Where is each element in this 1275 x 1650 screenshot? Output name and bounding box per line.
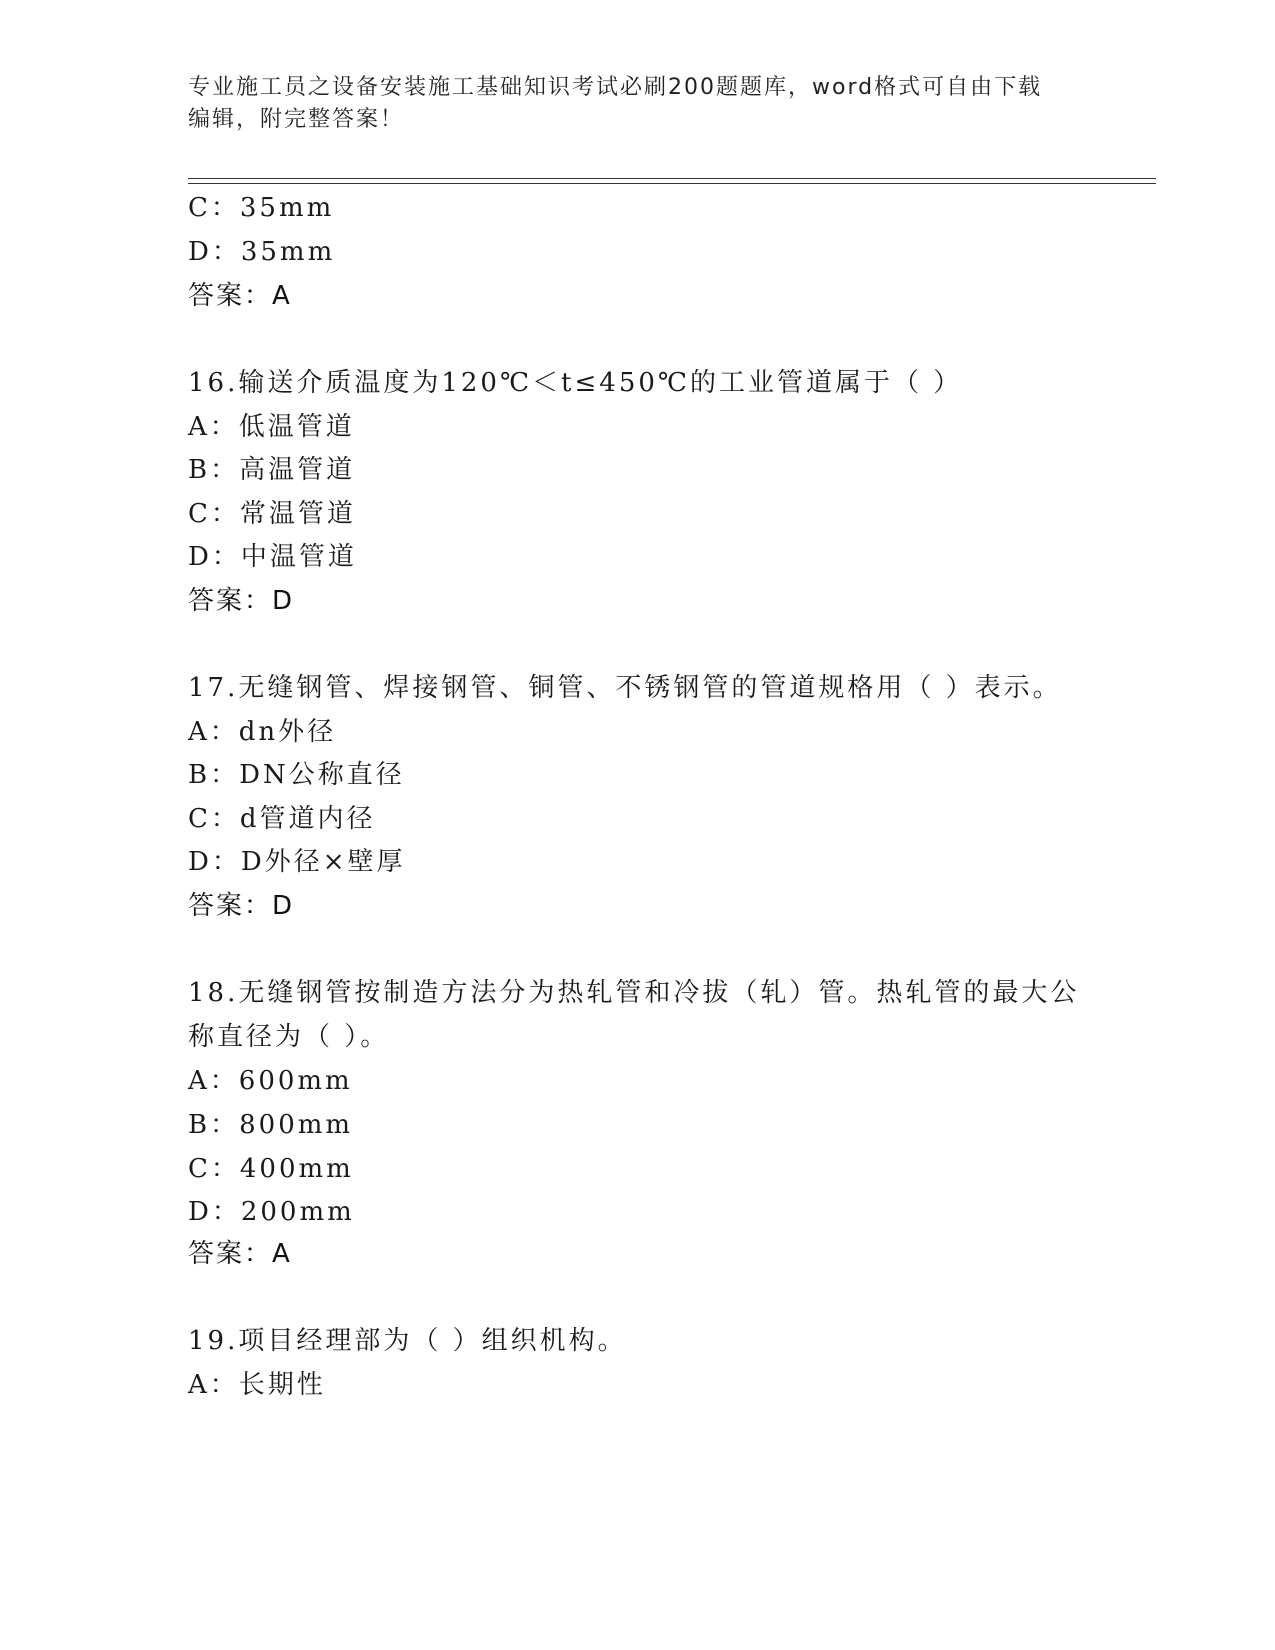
document-header	[188, 72, 1088, 136]
q17-option-d: D：D外径×壁厚	[188, 847, 406, 877]
prev-option-c: C：35mm	[188, 193, 335, 223]
q18-stem-line-2: 称直径为（ ）。	[188, 1022, 390, 1052]
q16-option-d: D：中温管道	[188, 542, 357, 572]
q17-option-c: C：d管道内径	[188, 804, 376, 834]
header-line-2: 编辑，附完整答案！	[188, 107, 405, 132]
prev-answer: 答案：A	[188, 281, 292, 311]
q18-option-d: D：200mm	[188, 1197, 355, 1227]
header-divider-top	[188, 178, 1156, 179]
q16-stem: 16.输送介质温度为120℃＜t≤450℃的工业管道属于（ ）	[188, 368, 963, 398]
q16-answer: 答案：D	[188, 586, 295, 616]
q19-stem: 19.项目经理部为（ ）组织机构。	[188, 1326, 627, 1356]
prev-option-d: D：35mm	[188, 237, 336, 267]
q17-option-a: A：dn外径	[188, 717, 337, 747]
q16-option-c: C：常温管道	[188, 499, 356, 529]
q18-option-a: A：600mm	[188, 1066, 353, 1096]
q18-stem-line-1: 18.无缝钢管按制造方法分为热轧管和冷拔（轧）管。热轧管的最大公	[188, 978, 1080, 1008]
header-line-1: 专业施工员之设备安装施工基础知识考试必刷200题题库，word格式可自由下载	[188, 75, 1043, 100]
header-divider-bottom	[188, 183, 1156, 184]
q17-answer: 答案：D	[188, 891, 295, 921]
q19-option-a: A：长期性	[188, 1370, 326, 1400]
q17-stem: 17.无缝钢管、焊接钢管、铜管、不锈钢管的管道规格用（ ）表示。	[188, 673, 1062, 703]
q18-option-c: C：400mm	[188, 1154, 354, 1184]
q18-answer: 答案：A	[188, 1239, 292, 1269]
q18-option-b: B：800mm	[188, 1110, 354, 1140]
q16-option-a: A：低温管道	[188, 412, 355, 442]
q17-option-b: B：DN公称直径	[188, 760, 405, 790]
q16-option-b: B：高温管道	[188, 455, 356, 485]
